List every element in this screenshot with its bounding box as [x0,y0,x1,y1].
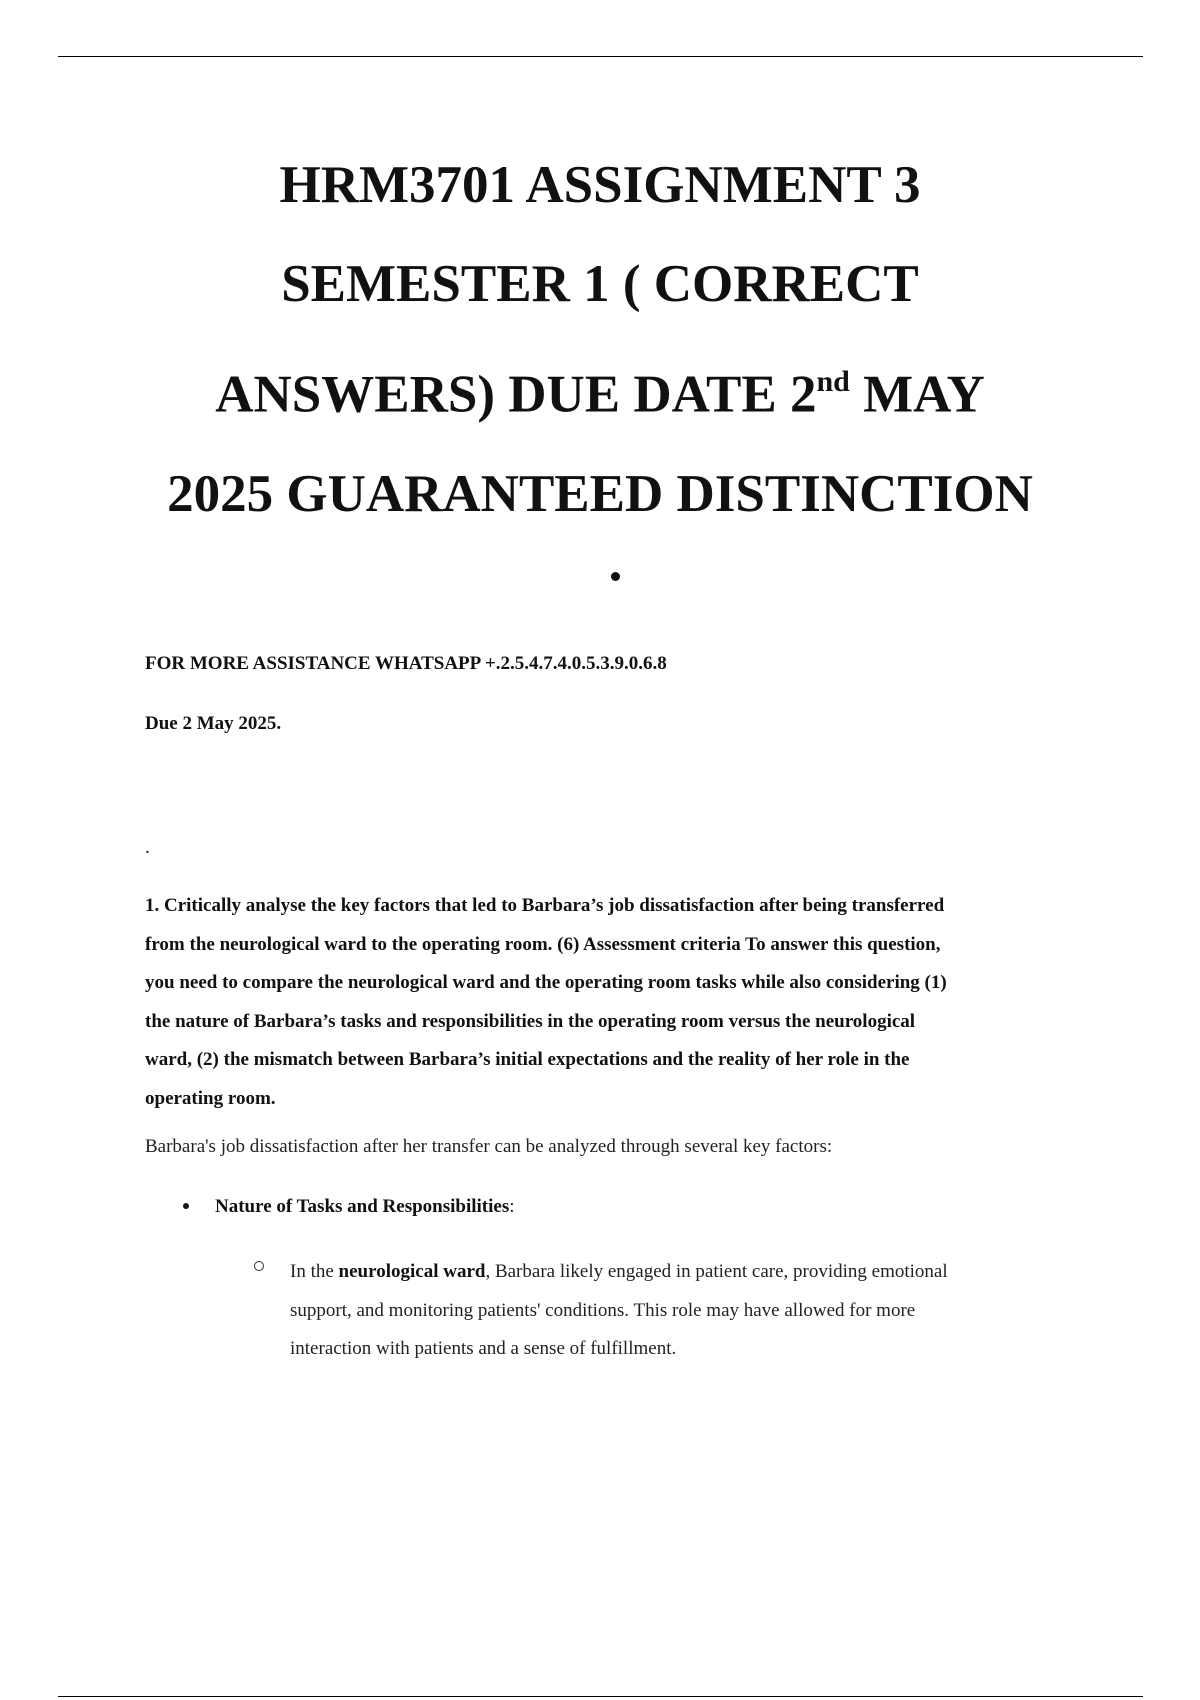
top-rule [58,56,1143,57]
assistance-line: FOR MORE ASSISTANCE WHATSAPP +.2.5.4.7.4.0.5.3.9.0.6.8 [145,653,667,674]
title-line-3-start: ANSWERS) DUE DATE 2 [215,365,817,424]
title-line-3 [60,334,1140,445]
sub-item-bold: neurological ward [338,1261,486,1282]
answer-intro: Barbara's job dissatisfaction after her transfer can be analyzed through several key factors: [145,1136,833,1157]
hollow-circle-icon [254,1261,264,1271]
title-bullet-icon [611,572,620,581]
bottom-rule [58,1696,1143,1697]
bullet-icon [183,1203,189,1209]
list-item-heading: Nature of Tasks and Responsibilities [215,1196,510,1217]
list-item [183,1195,515,1219]
title-line-4: 2025 GUARANTEED DISTINCTION [167,464,1033,523]
sub-item-rest: , Barbara likely engaged in patient care, providing emotional support, and monitoring patients' conditions. This role may have allowed for more interaction with patients and a sense of fulfillment. [290,1261,948,1359]
title-line-3-end: MAY [849,365,985,424]
sub-list-item-text [290,1253,1080,1369]
sub-item-prefix: In the [290,1261,339,1282]
list-item-colon: : [509,1196,515,1217]
document-title [60,136,1140,544]
title-line-2: SEMESTER 1 ( CORRECT [281,255,919,313]
stray-period: . [145,837,150,858]
due-date-line: Due 2 May 2025. [145,713,282,734]
title-line-1: HRM3701 ASSIGNMENT 3 [279,156,921,214]
question-text: 1. Critically analyse the key factors that led to Barbara’s job dissatisfaction after being transferred from the neurological ward to the operating room. (6) Assessment criteria To answer this question, you need to compare the neurological ward and the operating room tasks while also considering (1) the nature of Barbara’s tasks and responsibilities in the operating room versus the neurological ward, (2) the mismatch between Barbara’s initial expectations and the reality of her role in the operating room. [145,895,947,1109]
title-superscript: nd [816,365,850,398]
